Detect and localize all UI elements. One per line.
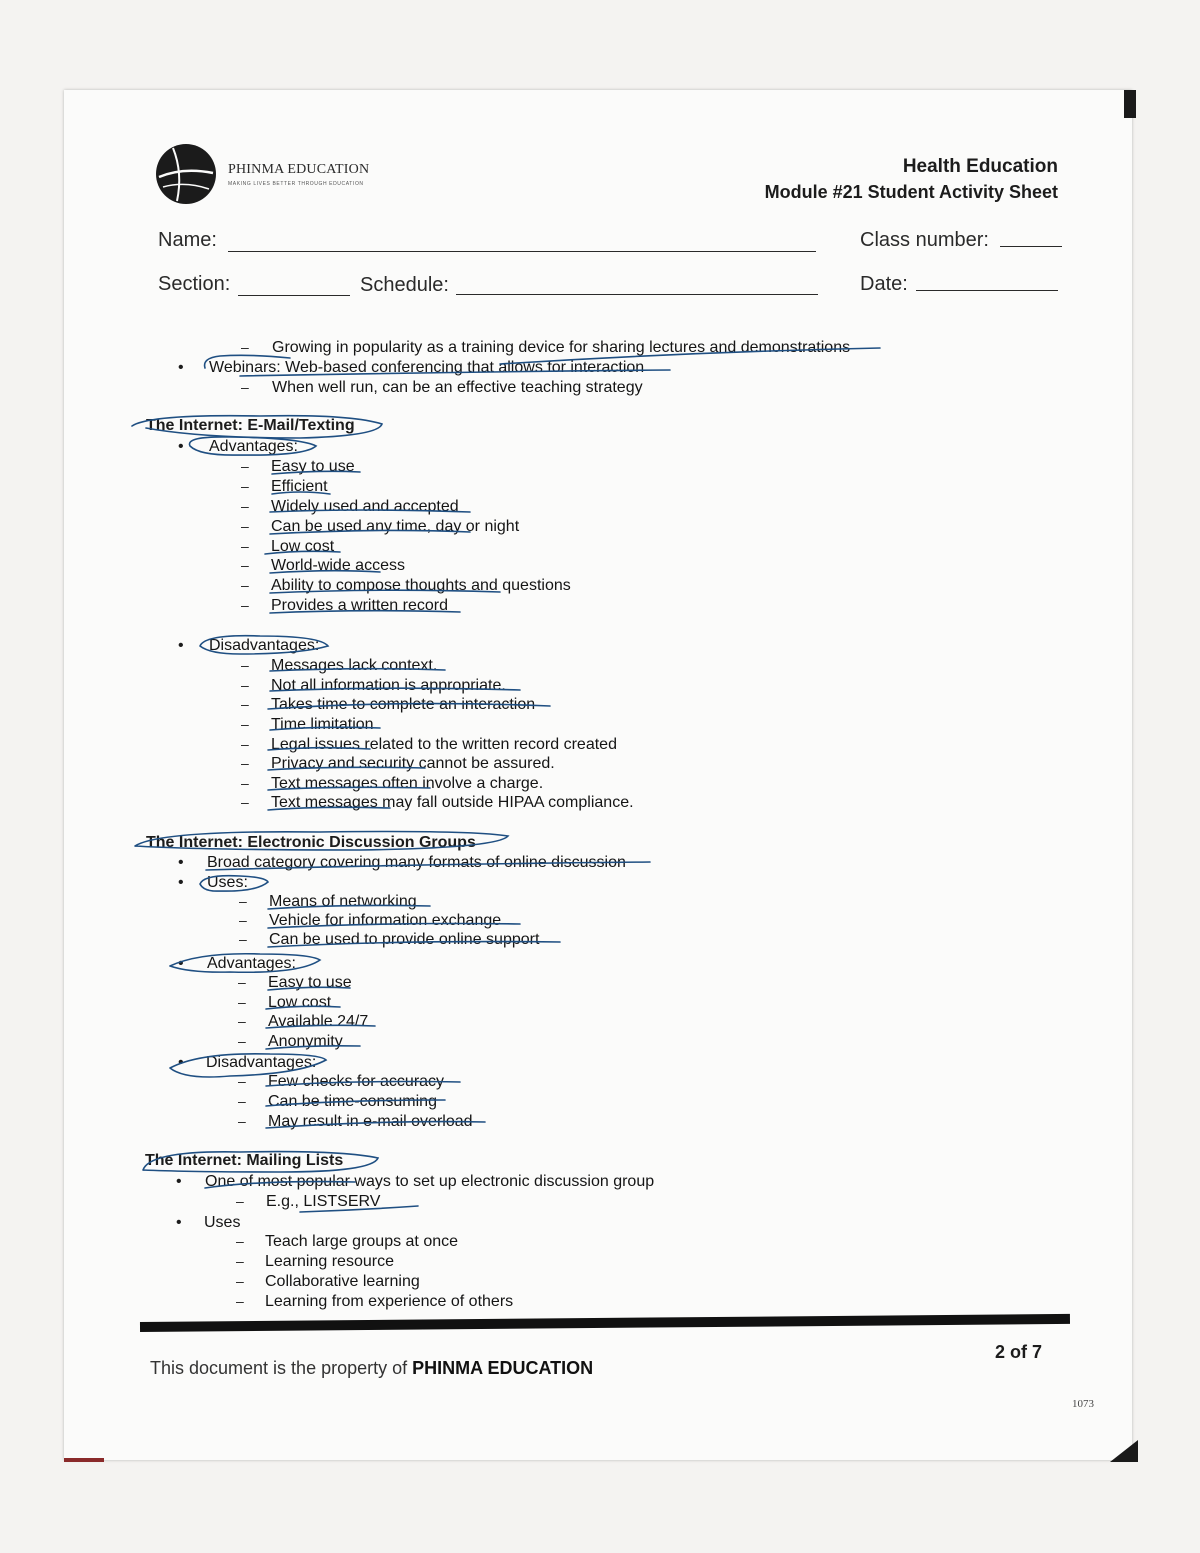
list-item: Available 24/7: [268, 1013, 369, 1030]
list-item-webinars: Webinars: Web-based conferencing that allows for interaction: [209, 359, 645, 376]
dash-marker: –: [241, 597, 249, 613]
dash-marker: –: [241, 557, 249, 573]
dash-marker: –: [236, 1233, 244, 1249]
list-item: When well run, can be an effective teaching strategy: [272, 379, 643, 396]
uses-label: Uses: [204, 1214, 241, 1231]
list-item: Teach large groups at once: [265, 1233, 459, 1250]
dash-marker: –: [241, 696, 249, 712]
scan-edge-mark: [64, 1458, 104, 1462]
org-name: PHINMA EDUCATION: [228, 162, 370, 177]
bullet-marker: •: [178, 438, 184, 455]
footer-property-notice: This document is the property of PHINMA EDUCATION: [150, 1358, 594, 1378]
dash-marker: –: [241, 677, 249, 693]
list-item: Takes time to complete an interaction: [271, 696, 536, 713]
dash-marker: –: [238, 994, 246, 1010]
dash-marker: –: [241, 736, 249, 752]
dash-marker: –: [239, 893, 247, 909]
dash-marker: –: [238, 1013, 246, 1029]
class-number-label: Class number:: [860, 229, 989, 251]
dash-marker: –: [239, 931, 247, 947]
list-item: Provides a written record: [271, 597, 448, 614]
org-tagline: MAKING LIVES BETTER THROUGH EDUCATION: [228, 181, 364, 187]
subject-title: Health Education: [902, 156, 1058, 177]
name-label: Name:: [158, 229, 217, 251]
dash-marker: –: [236, 1193, 244, 1209]
disadvantages-label: Disadvantages:: [206, 1054, 317, 1071]
list-item: Can be used any time, day or night: [271, 518, 520, 535]
dash-marker: –: [241, 518, 249, 534]
disadvantages-label: Disadvantages:: [209, 637, 320, 654]
date-field[interactable]: [916, 290, 1058, 291]
scan-code: 1073: [1072, 1398, 1094, 1410]
dash-marker: –: [238, 1033, 246, 1049]
scan-corner-mark: [1124, 90, 1136, 118]
list-item: Means of networking: [269, 893, 417, 910]
list-item: Privacy and security cannot be assured.: [271, 755, 555, 772]
dash-marker: –: [241, 794, 249, 810]
list-item: Not all information is appropriate.: [271, 677, 506, 694]
list-item: Easy to use: [271, 458, 355, 475]
section-field[interactable]: [238, 295, 350, 296]
list-item: Efficient: [271, 478, 328, 495]
bullet-marker: •: [178, 955, 184, 972]
list-item: One of most popular ways to set up electronic discussion group: [205, 1173, 655, 1190]
dash-marker: –: [241, 379, 249, 395]
page-number: 2 of 7: [995, 1342, 1043, 1362]
dash-marker: –: [241, 577, 249, 593]
list-item: Ability to compose thoughts and questions: [271, 577, 571, 594]
list-item: World-wide access: [271, 557, 405, 574]
list-item: Text messages often involve a charge.: [271, 775, 544, 792]
dash-marker: –: [238, 1113, 246, 1129]
schedule-label: Schedule:: [360, 274, 449, 296]
bullet-marker: •: [176, 1214, 182, 1231]
bullet-marker: •: [178, 874, 184, 891]
list-item: Learning from experience of others: [265, 1293, 514, 1310]
list-item: Few checks for accuracy: [268, 1073, 445, 1090]
list-item: Vehicle for information exchange: [269, 912, 502, 929]
section-label: Section:: [158, 273, 231, 295]
list-item: Messages lack context.: [271, 657, 438, 674]
phinma-globe-icon: [155, 143, 217, 205]
name-field[interactable]: [228, 251, 816, 252]
schedule-field[interactable]: [456, 294, 818, 295]
list-item: Anonymity: [268, 1033, 343, 1050]
list-item: Low cost: [268, 994, 332, 1011]
dash-marker: –: [236, 1253, 244, 1269]
list-item: Widely used and accepted: [271, 498, 459, 515]
dash-marker: –: [238, 974, 246, 990]
list-item: Time limitation: [271, 716, 374, 733]
list-item: Broad category covering many formats of online discussion: [207, 854, 626, 871]
dash-marker: –: [236, 1293, 244, 1309]
dash-marker: –: [236, 1273, 244, 1289]
dash-marker: –: [241, 657, 249, 673]
advantages-label: Advantages:: [207, 955, 296, 972]
list-item: Learning resource: [265, 1253, 394, 1270]
dash-marker: –: [241, 775, 249, 791]
dash-marker: –: [241, 498, 249, 514]
dash-marker: –: [241, 755, 249, 771]
advantages-label: Advantages:: [209, 438, 298, 455]
class-number-field[interactable]: [1000, 246, 1062, 247]
dash-marker: –: [241, 458, 249, 474]
date-label: Date:: [860, 273, 908, 295]
list-item: Collaborative learning: [265, 1273, 420, 1290]
list-item: Can be used to provide online support: [269, 931, 540, 948]
list-item: E.g., LISTSERV: [266, 1193, 381, 1210]
list-item: Low cost: [271, 538, 335, 555]
list-item: Growing in popularity as a training device for sharing lectures and demonstrations: [272, 339, 851, 356]
section-heading-discussion: The Internet: Electronic Discussion Groups: [146, 834, 476, 851]
dash-marker: –: [238, 1073, 246, 1089]
bullet-marker: •: [178, 359, 184, 376]
dash-marker: –: [241, 538, 249, 554]
list-item: Legal issues related to the written record created: [271, 736, 617, 753]
section-heading-email: The Internet: E-Mail/Texting: [146, 417, 355, 434]
bullet-marker: •: [178, 1054, 184, 1071]
dash-marker: –: [239, 912, 247, 928]
dash-marker: –: [241, 716, 249, 732]
dash-marker: –: [241, 478, 249, 494]
uses-label: Uses:: [207, 874, 248, 891]
section-heading-mailing: The Internet: Mailing Lists: [145, 1152, 344, 1169]
list-item: May result in e-mail overload: [268, 1113, 473, 1130]
dash-marker: –: [241, 339, 249, 355]
bullet-marker: •: [178, 637, 184, 654]
list-item: Text messages may fall outside HIPAA compliance.: [271, 794, 634, 811]
bullet-marker: •: [178, 854, 184, 871]
module-title: Module #21 Student Activity Sheet: [764, 182, 1058, 202]
bullet-marker: •: [176, 1173, 182, 1190]
list-item: Easy to use: [268, 974, 352, 991]
list-item: Can be time-consuming: [268, 1093, 437, 1110]
dash-marker: –: [238, 1093, 246, 1109]
